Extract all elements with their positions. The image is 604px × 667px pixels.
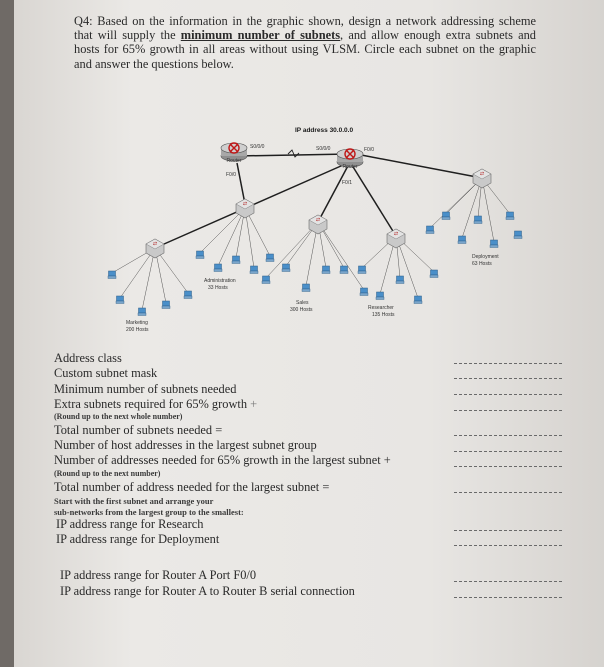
range-deployment-answer[interactable]: [454, 545, 562, 546]
network-diagram: [100, 118, 540, 348]
router-a-port-label: F0/0: [226, 172, 237, 178]
question-prefix: Q4: Based on the information in the graphic shown, design a network addressing scheme that will supply the: [74, 14, 536, 43]
router-b-serial-label: S0/0/0: [316, 146, 331, 152]
address-class-answer[interactable]: [454, 363, 562, 364]
research-label: Researcher: [368, 305, 394, 311]
largest-group-label: Number of host addresses in the largest subnet group: [54, 438, 317, 452]
switch-research-icon: [387, 229, 405, 248]
custom-mask-answer[interactable]: [454, 378, 562, 379]
range-research-answer[interactable]: [454, 530, 562, 531]
sales-label: Sales: [296, 300, 309, 306]
start-note-2: sub-networks from the largest group to the smallest:: [54, 507, 244, 517]
access-links: [112, 178, 510, 310]
total-subnets-answer[interactable]: [454, 435, 562, 436]
switch-administration-icon: [236, 199, 254, 218]
deployment-hosts: 63 Hosts: [472, 261, 492, 267]
question-suffix: , and allow enough extra subnets and hosts for 65% growth in all areas without using VLSM. Circle each subnet on the graphic and answer the questions below.: [74, 28, 536, 71]
custom-mask-label: Custom subnet mask: [54, 366, 158, 380]
plus-sign: +: [250, 397, 258, 411]
router-b-port1-label: F0/0: [364, 147, 375, 153]
deployment-label: Deployment: [472, 254, 499, 260]
marketing-label: Marketing: [126, 320, 148, 326]
total-subnets-label: Total number of subnets needed =: [54, 423, 223, 437]
address-class-label: Address class: [54, 351, 122, 365]
switch-deployment-icon: [473, 169, 491, 188]
router-b-port2-label: F0/1: [342, 180, 353, 186]
largest-group-answer[interactable]: [454, 451, 562, 452]
range-router-a-answer[interactable]: [454, 581, 562, 582]
min-subnets-label: Minimum number of subnets needed: [54, 382, 237, 396]
total-addresses-answer[interactable]: [454, 492, 562, 493]
router-a-serial-label: S0/0/0: [250, 144, 265, 150]
round-note-2: (Round up to the next number): [54, 469, 161, 478]
total-addresses-label: Total number of address needed for the largest subnet =: [54, 480, 330, 494]
question-text: [74, 14, 536, 71]
router-a-label: Router: [226, 158, 242, 164]
question-emphasis: minimum number of subnets: [180, 28, 341, 43]
growth-addresses-answer[interactable]: [454, 466, 562, 467]
extra-subnets-label: Extra subnets required for 65% growth: [54, 397, 248, 411]
range-serial-label: IP address range for Router A to Router B serial connection: [60, 584, 355, 598]
range-router-a-label: IP address range for Router A Port F0/0: [60, 568, 257, 582]
switch-marketing-icon: [146, 239, 164, 258]
range-deployment-label: IP address range for Deployment: [56, 532, 220, 546]
round-note-1: (Round up to the next whole number): [54, 412, 183, 421]
marketing-hosts: 200 Hosts: [126, 327, 149, 333]
range-research-label: IP address range for Research: [56, 517, 204, 531]
start-note-1: Start with the first subnet and arrange your: [54, 496, 214, 506]
ip-address-title: IP address 30.0.0.0: [295, 127, 354, 134]
sales-hosts: 300 Hosts: [290, 307, 313, 313]
administration-label: Administration: [204, 278, 236, 284]
router-b-label: Router: [342, 164, 358, 170]
administration-hosts: 33 Hosts: [208, 285, 228, 291]
extra-subnets-answer[interactable]: [454, 410, 562, 411]
extra-subnets-row: [54, 397, 257, 412]
research-hosts: 135 Hosts: [372, 312, 395, 318]
range-serial-answer[interactable]: [454, 597, 562, 598]
growth-addresses-label: Number of addresses needed for 65% growth in the largest subnet +: [54, 453, 391, 467]
min-subnets-answer[interactable]: [454, 394, 562, 395]
